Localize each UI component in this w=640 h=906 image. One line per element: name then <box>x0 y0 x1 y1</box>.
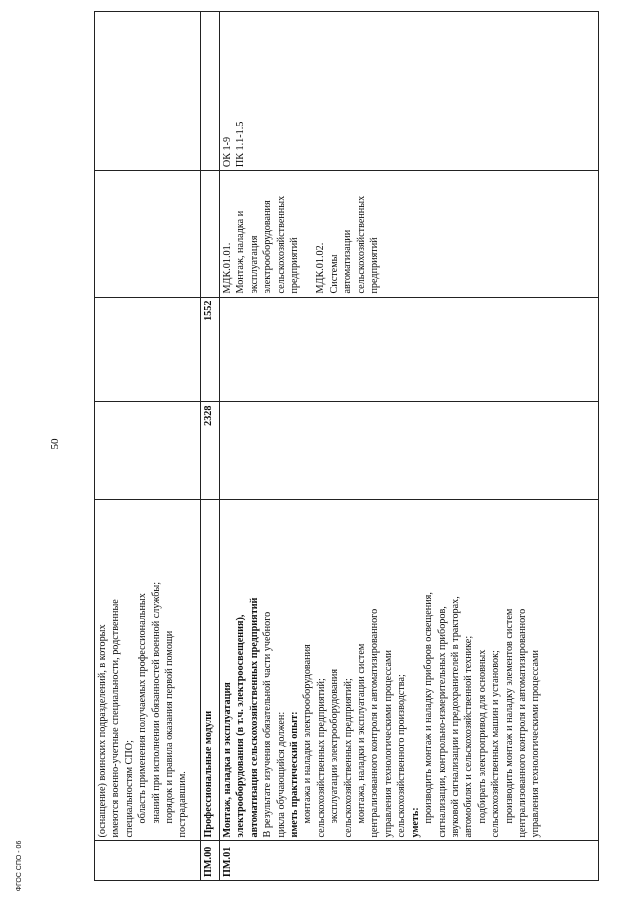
cell-empty <box>220 402 599 499</box>
curriculum-table <box>94 11 599 881</box>
pm01-skills-line: сельскохозяйственных машин и установок; <box>490 650 502 838</box>
cell-empty <box>95 12 201 171</box>
competency-line: ПК 1.1-1.5 <box>235 121 247 168</box>
mdk-line: эксплуатация <box>248 235 260 294</box>
continuation-line: специальностям СПО; <box>123 740 135 838</box>
pm01-skills-line: централизованного контроля и автоматизированного <box>516 608 528 838</box>
cell-empty <box>95 402 201 499</box>
pm01-skills-line: автомобилях и сельскохозяйственной технике; <box>463 635 475 838</box>
pm01-skills-line: производить монтаж и наладку приборов освещения, <box>423 592 435 824</box>
pm01-title-line: автоматизация сельскохозяйственных предприятий <box>248 597 260 838</box>
competency-line: ОК 1-9 <box>222 136 233 168</box>
pm01-practice-line: эксплуатации электрооборудования <box>329 668 341 824</box>
cell-empty <box>201 12 220 171</box>
page-number: 50 <box>49 438 61 450</box>
mdk-line: автоматизации <box>342 229 354 294</box>
pm01-skills-line: подбирать электропривод для основных <box>476 649 488 824</box>
cell-pm01-competencies <box>220 12 599 171</box>
cell-pm01-content <box>220 499 599 841</box>
pm01-title-line: Монтаж, наладка и эксплуатация <box>222 682 233 838</box>
pm01-practice-line: монтажа и наладки электрооборудования <box>302 644 314 824</box>
mdk-line: сельскохозяйственных <box>355 195 367 294</box>
continuation-line: (оснащение) воинских подразделений, в которых <box>97 624 108 838</box>
mdk-line: электрооборудования <box>262 200 274 294</box>
pm01-skills-heading: уметь: <box>409 807 421 838</box>
continuation-line: пострадавшим. <box>177 771 189 838</box>
cell-pm01-code: ПМ.01 <box>220 841 599 881</box>
pm01-intro-line: В результате изучения обязательной части учебного <box>262 611 274 838</box>
table-row-continuation <box>95 12 201 881</box>
mdk-gap <box>301 174 314 293</box>
continuation-line: область применения получаемых профессиональных <box>137 593 149 824</box>
pm01-skills-line: сигнализации, контрольно-измерительных приборов, <box>436 606 448 838</box>
pm01-practice-line: сельскохозяйственных предприятий; <box>315 678 327 838</box>
mdk-line: сельскохозяйственных <box>275 195 287 294</box>
footer-mark: ФГОС СПО - 06 <box>16 840 23 892</box>
table-row-pm00 <box>201 12 220 881</box>
cell-pm00-required-hours: 1552 <box>201 297 220 402</box>
cell-pm00-title: Профессиональные модули <box>201 499 220 841</box>
pm01-practice-line: сельскохозяйственных предприятий; <box>342 678 354 838</box>
cell-empty <box>201 171 220 297</box>
cell-pm01-mdk <box>220 171 599 297</box>
mdk-line: предприятий <box>369 237 381 294</box>
pm01-intro-line: цикла обучающийся должен: <box>275 711 287 838</box>
mdk-line: Монтаж, наладка и <box>235 210 247 294</box>
cell-continuation-text <box>95 499 201 841</box>
pm01-practice-line: централизованного контроля и автоматизированного <box>369 608 381 838</box>
mdk-line: Системы <box>328 254 340 294</box>
mdk-line: МДК.01.01. <box>222 242 233 294</box>
cell-code-empty <box>95 841 201 881</box>
pm01-practice-line: сельскохозяйственного производства; <box>396 674 408 838</box>
pm01-practice-line: монтажа, наладки и эксплуатации систем <box>356 643 368 824</box>
pm01-skills-line: звуковой сигнализации и предохранителей в тракторах, <box>449 596 461 838</box>
mdk-line: МДК.01.02. <box>315 242 327 294</box>
continuation-line: знаний при исполнении обязанностей военной службы; <box>150 581 162 824</box>
cell-pm00-code: ПМ.00 <box>201 841 220 881</box>
mdk-line: предприятий <box>289 237 301 294</box>
cell-pm00-max-hours: 2328 <box>201 402 220 499</box>
table-row-pm01 <box>220 12 599 881</box>
pm01-practice-line: управления технологическими процессами <box>382 650 394 838</box>
curriculum-table-wrapper <box>94 11 599 881</box>
continuation-line: имеются военно-учетные специальности, родственные <box>110 599 122 838</box>
cell-empty <box>95 171 201 297</box>
pm01-skills-line: производить монтаж и наладку элементов систем <box>503 608 515 824</box>
pm01-practice-heading: иметь практический опыт: <box>289 711 301 838</box>
continuation-line: порядок и правила оказания первой помощи <box>164 630 176 824</box>
pm01-skills-line: управления технологическими процессами <box>530 650 542 838</box>
pm01-title-line: электрооборудования (в т.ч. электроосвещения), <box>235 614 247 838</box>
cell-empty <box>220 297 599 402</box>
cell-empty <box>95 297 201 402</box>
